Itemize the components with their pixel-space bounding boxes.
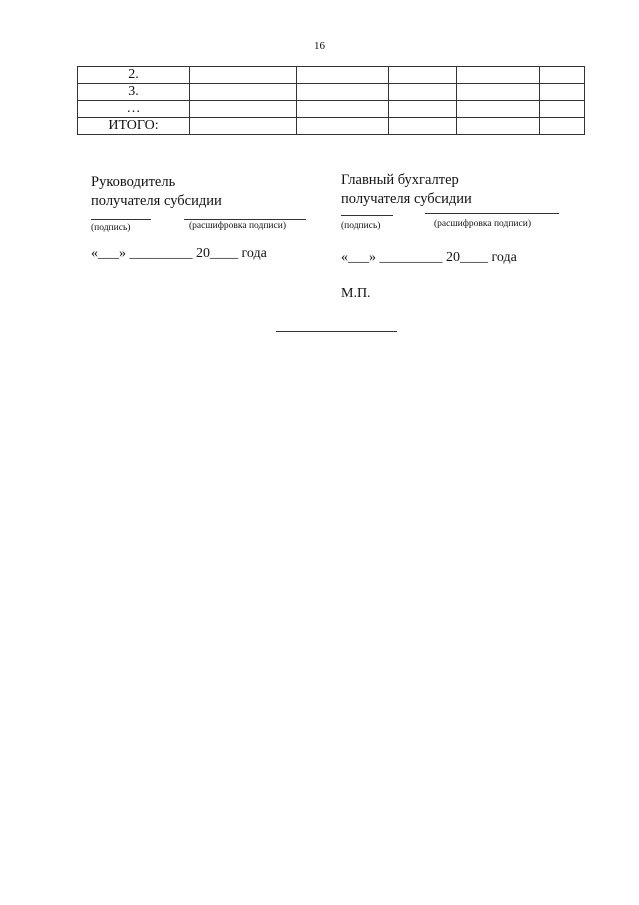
left-title [91, 173, 222, 211]
table-row [78, 84, 585, 101]
table-cell [297, 118, 389, 135]
left-decryption-caption: (расшифровка подписи) [189, 221, 286, 231]
right-signature-line [341, 215, 393, 216]
row-label: ИТОГО: [78, 118, 190, 135]
left-signature-caption: (подпись) [91, 223, 131, 233]
left-decryption-line [184, 219, 306, 220]
table-cell [297, 101, 389, 118]
right-title [341, 171, 472, 209]
left-title-line2: получателя субсидии [91, 193, 222, 209]
table-cell [297, 67, 389, 84]
table-cell [190, 118, 297, 135]
left-title-line1: Руководитель [91, 174, 176, 190]
page-number: 16 [314, 40, 325, 52]
table-cell [389, 118, 457, 135]
left-signature-line [91, 219, 151, 220]
table-cell [190, 67, 297, 84]
right-title-line2: получателя субсидии [341, 191, 472, 207]
stamp-label: М.П. [341, 286, 371, 301]
left-date: «___» _________ 20____ года [91, 246, 267, 261]
row-label: … [78, 101, 190, 118]
table-cell [540, 84, 585, 101]
row-label: 3. [78, 84, 190, 101]
table-cell [457, 101, 540, 118]
table-cell [389, 67, 457, 84]
table-cell [540, 118, 585, 135]
table-cell [457, 118, 540, 135]
right-decryption-line [425, 213, 559, 214]
table-cell [457, 67, 540, 84]
right-date: «___» _________ 20____ года [341, 250, 517, 265]
table-cell [457, 84, 540, 101]
right-signature-caption: (подпись) [341, 221, 381, 231]
table-cell [190, 101, 297, 118]
right-decryption-caption: (расшифровка подписи) [434, 219, 531, 229]
table-cell [389, 101, 457, 118]
table-cell [540, 101, 585, 118]
data-table [77, 66, 585, 135]
table-cell [297, 84, 389, 101]
table-row [78, 101, 585, 118]
row-label: 2. [78, 67, 190, 84]
table-cell [190, 84, 297, 101]
table-cell [389, 84, 457, 101]
table-cell [540, 67, 585, 84]
right-title-line1: Главный бухгалтер [341, 172, 459, 188]
table-row [78, 67, 585, 84]
table-row [78, 118, 585, 135]
end-separator-line [276, 331, 397, 332]
